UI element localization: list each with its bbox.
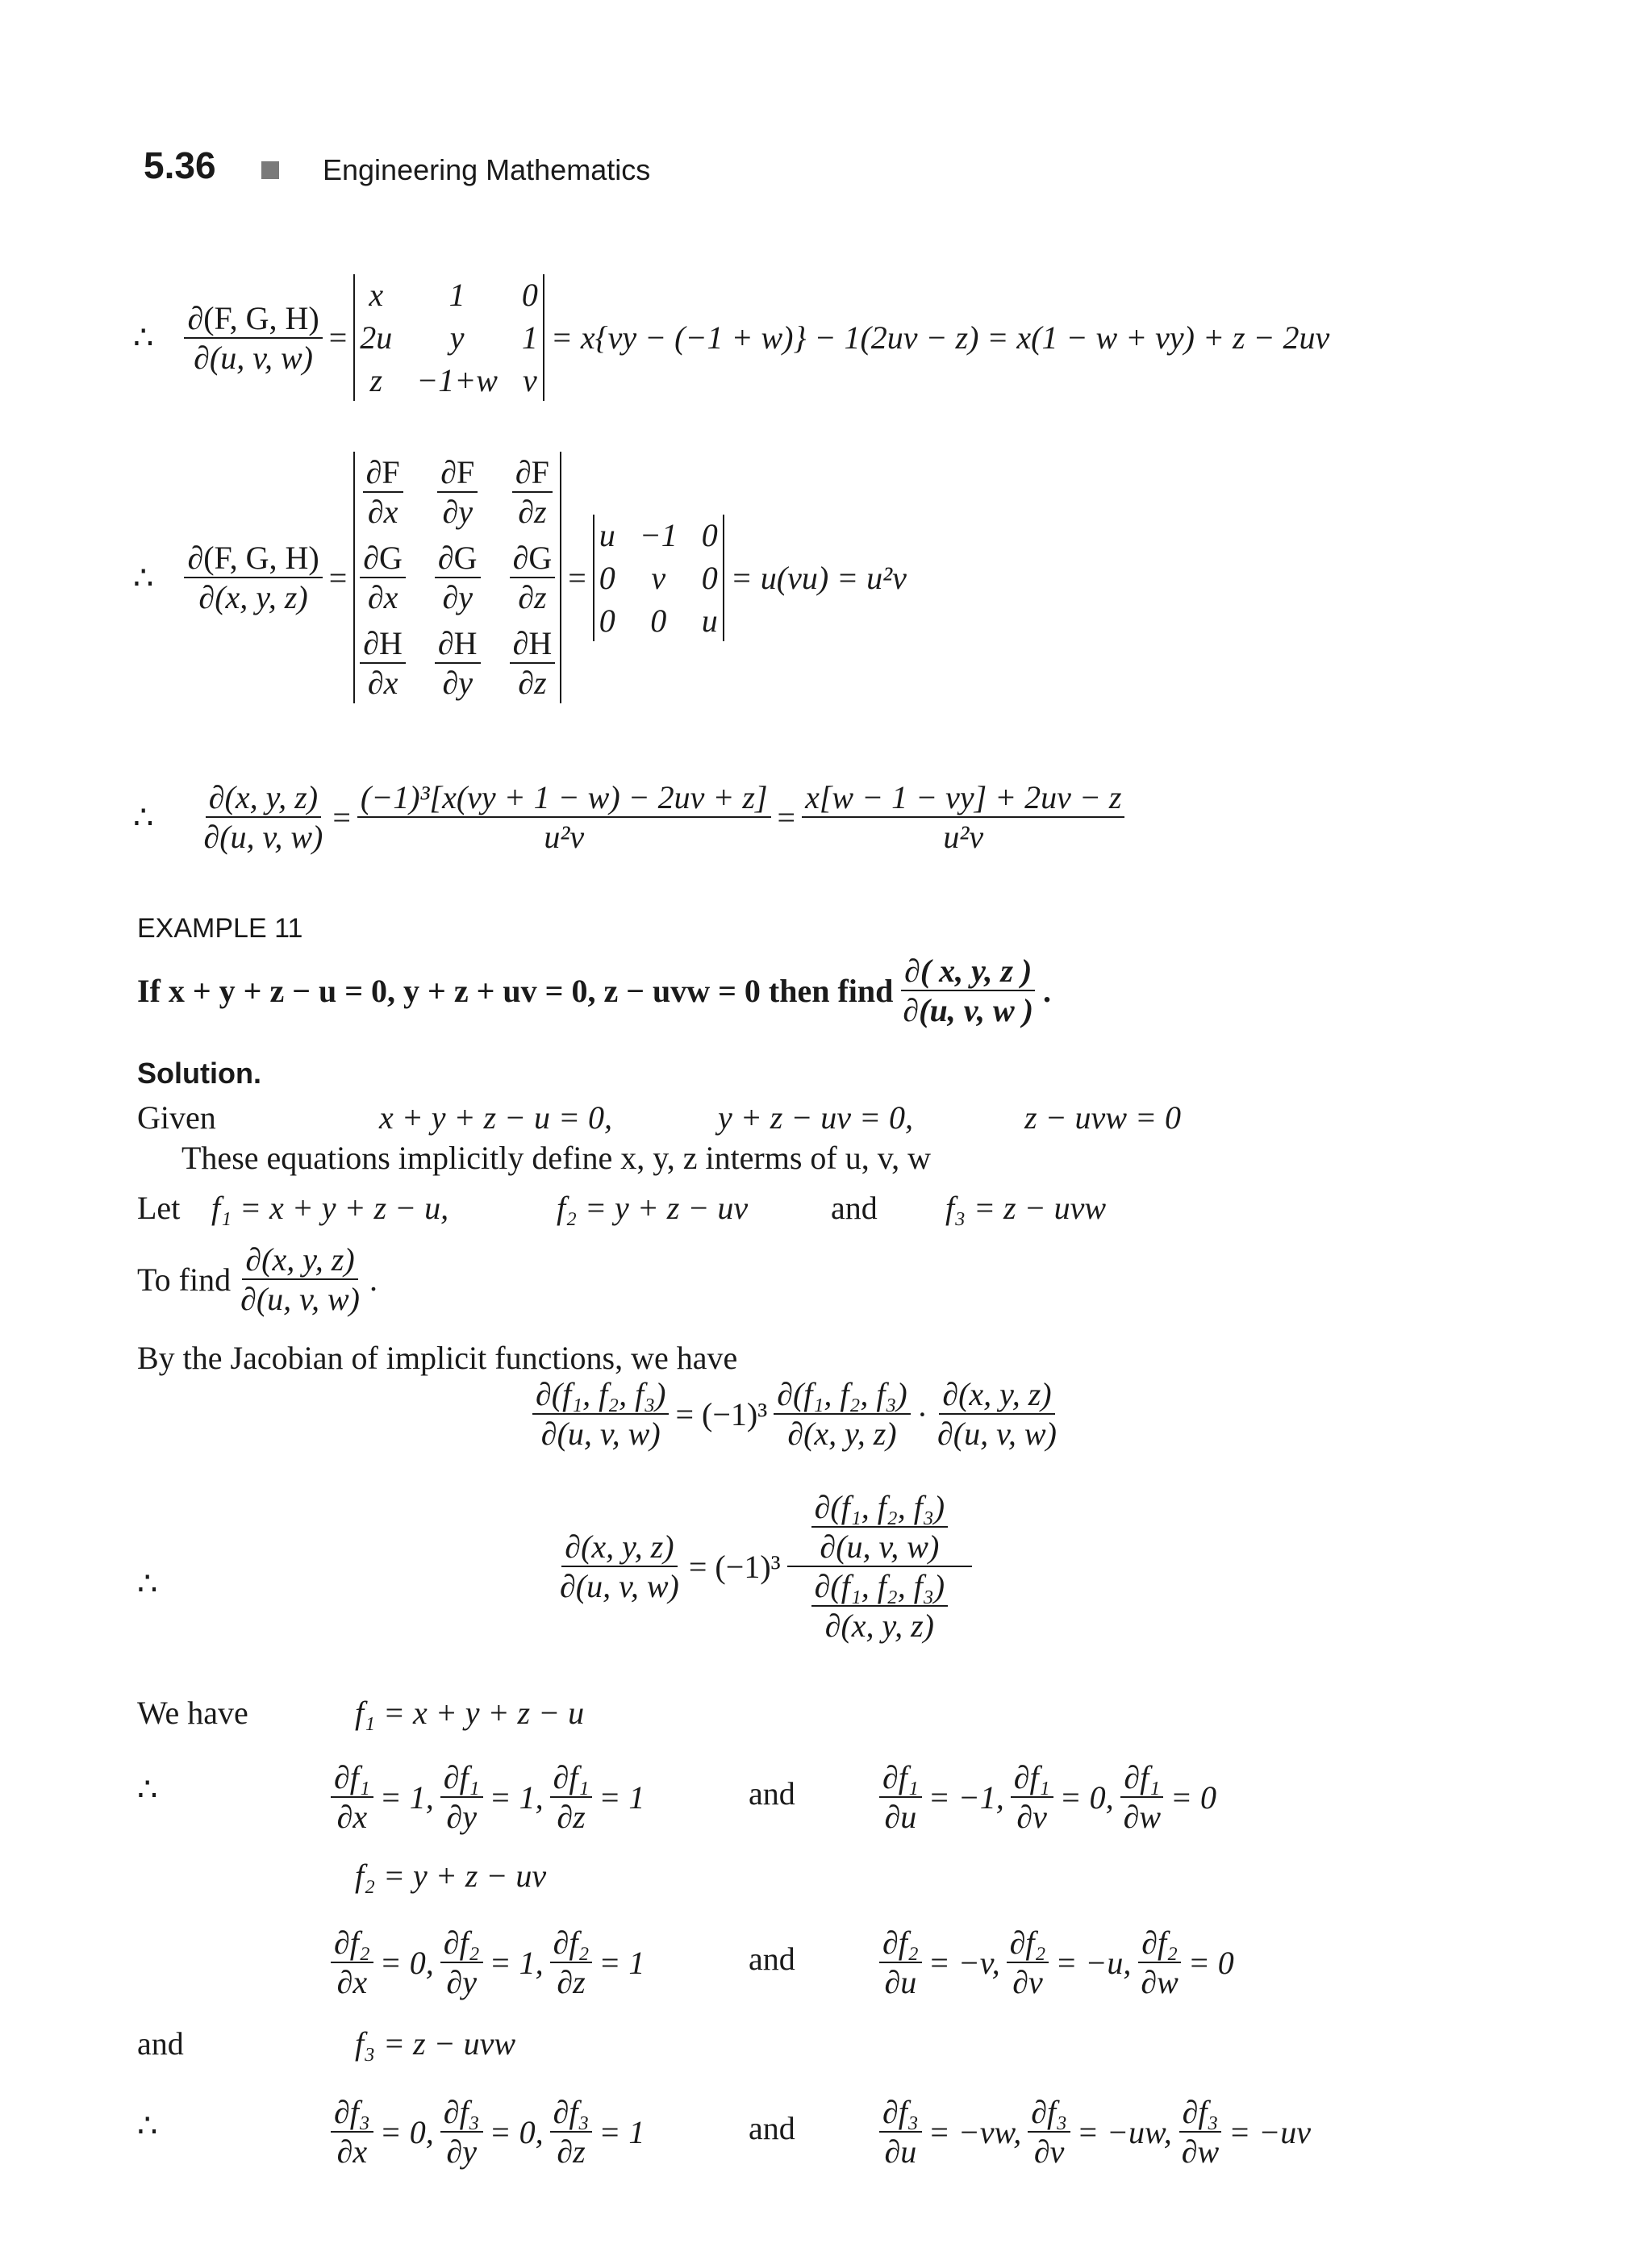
implicit-text: These equations implicitly define x, y, z interms of u, v, w: [181, 1140, 932, 1176]
partial-fraction: $\frac{\partial G}{\partial x}$: [360, 539, 406, 616]
partials-determinant: [353, 452, 561, 703]
derivative-value: = 0,: [1059, 1779, 1114, 1816]
det-cell: 1: [448, 277, 465, 313]
period: .: [369, 1261, 378, 1298]
derivative-value: = 1: [599, 1944, 645, 1981]
and-label: and: [749, 2110, 795, 2146]
determinant-1: [353, 274, 544, 401]
partial-fraction: $\frac{\partial G}{\partial z}$: [510, 539, 556, 616]
fraction-denominator: ∂(u, v, w): [203, 819, 323, 855]
f3-def: f₃ = z − uvw: [945, 1190, 1107, 1226]
f2-def: f₂ = y + z − uv: [557, 1190, 749, 1226]
partial-fraction: $\frac{\text{∂f₃}}{\partial u}$: [879, 2093, 922, 2171]
fraction-numerator: ∂(f₁, f₂, f₃): [532, 1375, 669, 1415]
fraction-numerator: ∂(x, y, z): [561, 1528, 677, 1567]
partial-fraction: $\frac{\text{∂f₁}}{\partial y}$: [440, 1758, 483, 1836]
fraction: [934, 1375, 1060, 1453]
derivative-value: = 0: [1187, 1944, 1234, 1981]
det-cell: v: [651, 559, 666, 596]
partial-fraction: $\frac{\text{∂f₃}}{\partial v}$: [1028, 2093, 1070, 2171]
det-cell: 0: [599, 559, 615, 596]
derivative-value: = 0,: [379, 2113, 434, 2150]
equals-sign: =: [332, 799, 351, 836]
f1-definition: f₁ = x + y + z − u: [355, 1695, 585, 1731]
det-cell: 1: [521, 319, 538, 356]
dot-operator: ·: [916, 1395, 928, 1432]
det-cell: y: [449, 319, 465, 356]
let-label: Let: [137, 1190, 181, 1226]
derivative-row-3: [331, 2093, 651, 2171]
fraction-denominator: ∂(x, y, z): [198, 579, 308, 615]
we-have-label: We have: [137, 1695, 248, 1731]
partial-fraction: $\frac{\text{∂f₁}}{\partial v}$: [1011, 1758, 1053, 1836]
therefore-symbol: ∴: [133, 319, 154, 356]
derivative-value: = 1: [599, 2113, 645, 2150]
to-find-fraction: [237, 1241, 363, 1318]
derivative-value: = −vw,: [928, 2113, 1022, 2150]
det-cell: v: [523, 362, 537, 398]
statement-text: If x + y + z − u = 0, y + z + uv = 0, z − uvw = 0 then find: [137, 972, 894, 1009]
det-cell: 0: [521, 277, 538, 313]
derivative-value: = −v,: [928, 1944, 1000, 1981]
partial-fraction: $\frac{\text{∂f₂}}{\partial w}$: [1137, 1924, 1181, 2001]
derivative-row-1: [331, 1758, 651, 1836]
fraction-denominator: ∂(u, v, w): [560, 1568, 679, 1604]
fraction: [802, 778, 1124, 856]
solution-label: Solution.: [137, 1057, 261, 1090]
partial-fraction: $\frac{\partial G}{\partial y}$: [435, 539, 481, 616]
derivative-value: = 1,: [489, 1779, 544, 1816]
det-cell: u: [701, 602, 718, 639]
equation-2: [133, 452, 913, 703]
fraction-numerator: ∂(x, y, z): [939, 1375, 1054, 1415]
period: .: [1043, 972, 1052, 1009]
partial-fraction: $\frac{\partial F}{\partial z}$: [510, 453, 556, 531]
fraction-denominator: ∂(u, v, w ): [903, 992, 1034, 1028]
derivative-value: = −1,: [928, 1779, 1004, 1816]
partial-fraction: $\frac{\text{∂f₂}}{\partial z}$: [550, 1924, 593, 2001]
det-cell: x: [369, 277, 384, 313]
fraction-numerator: x[w − 1 − vy] + 2uv − z: [802, 778, 1124, 818]
equals-sign: =: [328, 559, 348, 596]
det-cell: 0: [701, 559, 718, 596]
det-cell: 0: [650, 602, 667, 639]
partial-fraction: $\frac{\text{∂f₃}}{\partial w}$: [1179, 2093, 1222, 2171]
partial-fraction: $\frac{\text{∂f₁}}{\partial u}$: [879, 1758, 922, 1836]
fraction-numerator: (−1)³[x(vy + 1 − w) − 2uv + z]: [357, 778, 771, 818]
det-cell: −1+w: [416, 362, 498, 398]
derivative-row-2: [331, 1924, 651, 2001]
sign-factor: = (−1)³: [688, 1548, 781, 1585]
derivative-value: = 1,: [379, 1779, 434, 1816]
fraction-denominator: ∂(u, v, w): [937, 1416, 1057, 1452]
fraction-denominator: ∂(u, v, w): [240, 1281, 360, 1317]
fraction-numerator: ∂(x, y, z): [242, 1241, 357, 1280]
fraction-denominator: ∂(u, v, w): [540, 1416, 661, 1452]
fraction: [557, 1528, 682, 1605]
partial-fraction: $\frac{\text{∂f₁}}{\partial x}$: [331, 1758, 373, 1836]
fraction-numerator: ∂(x, y, z): [206, 778, 321, 818]
fraction-numerator: ∂(f₁, f₂, f₃): [774, 1375, 910, 1415]
sign-factor: = (−1)³: [675, 1395, 768, 1432]
given-label: Given: [137, 1099, 216, 1136]
derivative-value: = −u,: [1055, 1944, 1132, 1981]
fraction: [357, 778, 771, 856]
f1-def: f₁ = x + y + z − u,: [211, 1190, 449, 1226]
given-eq-2: y + z − uv = 0,: [718, 1099, 914, 1136]
determinant-2: [593, 515, 724, 641]
det-cell: u: [599, 516, 615, 553]
therefore-symbol: ∴: [137, 2108, 158, 2144]
jacobian-relation: [532, 1375, 1066, 1453]
fraction-denominator: u²v: [943, 819, 984, 855]
partial-fraction: $\frac{\text{∂f₂}}{\partial y}$: [440, 1924, 483, 2001]
therefore-symbol: ∴: [137, 1771, 158, 1808]
derivative-value: = −uv: [1229, 2113, 1311, 2150]
and-label: and: [749, 1775, 795, 1812]
derivative-value: = 0,: [379, 1944, 434, 1981]
partial-fraction: $\frac{\partial H}{\partial x}$: [360, 624, 406, 702]
equals-sign: =: [328, 319, 348, 356]
jacobian-fraction: [184, 539, 322, 616]
derivative-row-2-uvw: [879, 1924, 1241, 2001]
partial-fraction: $\frac{\partial F}{\partial x}$: [360, 453, 406, 531]
partial-fraction: $\frac{\partial H}{\partial z}$: [510, 624, 556, 702]
fraction-denominator: ∂(u, v, w): [194, 339, 313, 376]
det-cell: 0: [599, 602, 615, 639]
header-square-icon: [261, 161, 279, 179]
therefore-symbol: ∴: [133, 799, 154, 836]
partial-fraction: $\frac{\text{∂f₃}}{\partial z}$: [550, 2093, 593, 2171]
equation-rhs: = u(vu) = u²v: [730, 559, 907, 596]
partial-fraction: $\frac{\text{∂f₂}}{\partial u}$: [879, 1924, 922, 2001]
derivative-row-3-uvw: [879, 2093, 1317, 2171]
fraction-denominator: u²v: [544, 819, 585, 855]
partial-fraction: $\frac{\text{∂f₂}}{\partial x}$: [331, 1924, 373, 2001]
equation-rhs: = x{vy − (−1 + w)} − 1(2uv − z) = x(1 − w + vy) + z − 2uv: [550, 319, 1330, 356]
derivative-value: = −uw,: [1077, 2113, 1172, 2150]
therefore-symbol: ∴: [133, 559, 154, 596]
partial-fraction: $\frac{\partial H}{\partial y}$: [435, 624, 481, 702]
partial-fraction: $\frac{\text{∂f₁}}{\partial z}$: [550, 1758, 593, 1836]
page-number: 5.36: [144, 144, 216, 186]
equation-1: [133, 274, 1336, 401]
det-cell: z: [369, 362, 383, 398]
compound-denominator: [808, 1567, 951, 1645]
jacobian-fraction: [184, 299, 322, 377]
fraction-denominator: ∂(x, y, z): [787, 1416, 897, 1452]
partial-fraction: $\frac{\text{∂f₃}}{\partial x}$: [331, 2093, 373, 2171]
jacobian-fraction: [200, 778, 326, 856]
partial-fraction: $\frac{\text{∂f₂}}{\partial v}$: [1007, 1924, 1049, 2001]
derivative-value: = 1: [599, 1779, 645, 1816]
equals-sign: =: [568, 559, 586, 596]
compound-fraction: [787, 1488, 972, 1645]
fraction-numerator: ∂( x, y, z ): [901, 952, 1035, 991]
compound-numerator: [787, 1488, 972, 1567]
example-heading: EXAMPLE 11: [137, 913, 303, 944]
fraction-numerator: ∂(F, G, H): [184, 539, 322, 578]
det-cell: −1: [639, 516, 678, 553]
fraction: [774, 1375, 910, 1453]
f2-definition: f₂ = y + z − uv: [355, 1858, 547, 1894]
derivative-value: = 1,: [489, 1944, 544, 1981]
therefore-symbol: ∴: [137, 1566, 158, 1602]
compound-relation: [557, 1488, 978, 1645]
derivative-value: = 0: [1170, 1779, 1217, 1816]
find-fraction: [899, 952, 1037, 1029]
equation-3: [133, 778, 1131, 856]
example-statement: [137, 952, 1058, 1029]
and-label: and: [831, 1190, 878, 1226]
and-label: and: [137, 2025, 184, 2062]
fraction: [532, 1375, 669, 1453]
partial-fraction: $\frac{\text{∂f₃}}{\partial y}$: [440, 2093, 483, 2171]
derivative-row-1-uvw: [879, 1758, 1223, 1836]
partial-fraction: $\frac{\text{∂f₁}}{\partial w}$: [1120, 1758, 1164, 1836]
equals-sign: =: [777, 799, 796, 836]
f3-definition: f₃ = z − uvw: [355, 2025, 516, 2062]
to-find: [137, 1241, 384, 1318]
det-cell: 0: [701, 516, 718, 553]
given-eq-1: x + y + z − u = 0,: [379, 1099, 613, 1136]
given-eq-3: z − uvw = 0: [1024, 1099, 1181, 1136]
book-title: Engineering Mathematics: [323, 153, 651, 186]
partial-fraction: $\frac{\partial F}{\partial y}$: [435, 453, 481, 531]
fraction-numerator: ∂(F, G, H): [184, 299, 322, 339]
fraction: $\frac{\text{∂(f₁, f₂, f₃)}}{\partial(x, y, z)}$: [811, 1567, 948, 1645]
det-cell: 2u: [360, 319, 393, 356]
and-label: and: [749, 1941, 795, 1977]
fraction: $\frac{\text{∂(f₁, f₂, f₃)}}{\partial(u, v, w)}$: [811, 1488, 948, 1566]
derivative-value: = 0,: [489, 2113, 544, 2150]
jacobian-text: By the Jacobian of implicit functions, we have: [137, 1340, 738, 1376]
to-find-label: To find: [137, 1261, 232, 1298]
